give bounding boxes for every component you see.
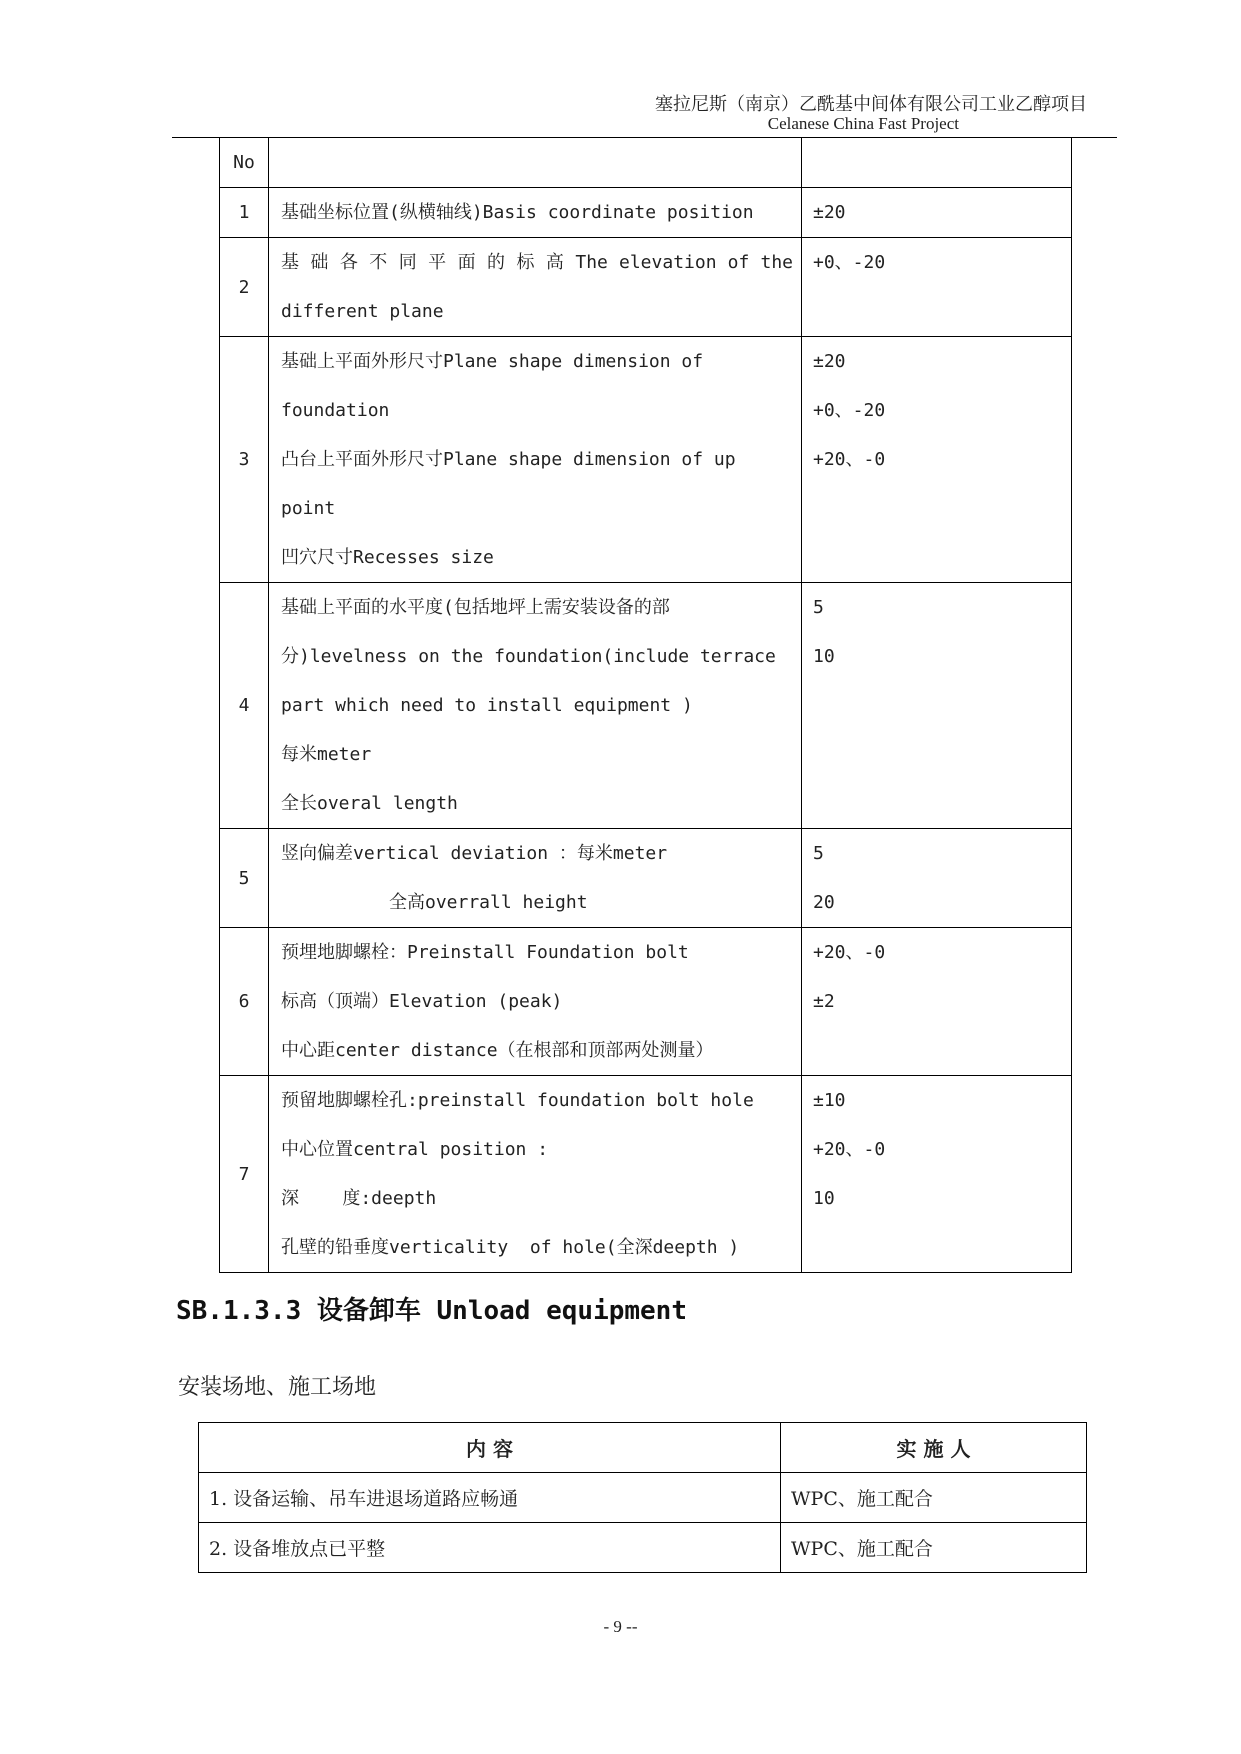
description-line: 竖向偏差vertical deviation ：每米meter	[281, 843, 668, 864]
description-line: 基础坐标位置(纵横轴线)Basis coordinate position	[281, 202, 754, 223]
table-row	[220, 829, 1072, 928]
table-row	[220, 337, 1072, 583]
section-subtitle: 安装场地、施工场地	[178, 1375, 377, 1400]
tolerance-value: +20、-0	[813, 449, 886, 470]
tolerance-value: 5	[813, 843, 824, 864]
row-tolerance	[802, 1076, 1072, 1273]
description-line: part which need to install equipment )	[281, 695, 693, 716]
tolerance-value: ±10	[813, 1090, 846, 1111]
tolerance-value: +20、-0	[813, 1139, 886, 1160]
implementer-cell: WPC、施工配合	[781, 1523, 1087, 1573]
row-number: 5	[220, 829, 269, 928]
tolerance-value: +20、-0	[813, 942, 886, 963]
description-line: 标高（顶端）Elevation (peak)	[281, 991, 563, 1012]
row-tolerance	[802, 238, 1072, 337]
tolerance-value: 20	[813, 892, 835, 913]
row-description	[269, 583, 802, 829]
description-line: 凸台上平面外形尺寸Plane shape dimension of up	[281, 449, 736, 470]
page-number: - 9 --	[603, 1617, 638, 1636]
description-line: different plane	[281, 301, 444, 322]
description-line: 基础上平面的水平度(包括地坪上需安装设备的部	[281, 597, 670, 618]
tolerance-value: ±2	[813, 991, 835, 1012]
description-line: 凹穴尺寸Recesses size	[281, 547, 494, 568]
row-number: 2	[220, 238, 269, 337]
header-item-cell	[269, 138, 802, 188]
requirement-cell: 2. 设备堆放点已平整	[199, 1523, 781, 1573]
description-line: 深 度:deepth	[281, 1188, 437, 1209]
table-row	[220, 583, 1072, 829]
tolerance-table	[219, 137, 1072, 1273]
tolerance-value: +0、-20	[813, 400, 886, 421]
tolerance-value: +0、-20	[813, 252, 886, 273]
header-content-cell: 内 容	[199, 1423, 781, 1473]
requirement-cell: 1. 设备运输、吊车进退场道路应畅通	[199, 1473, 781, 1523]
implementer-cell: WPC、施工配合	[781, 1473, 1087, 1523]
description-line: foundation	[281, 400, 390, 421]
row-tolerance	[802, 337, 1072, 583]
tolerance-value: 5	[813, 597, 824, 618]
tolerance-value: 10	[813, 646, 835, 667]
row-tolerance	[802, 188, 1072, 238]
table-row	[220, 928, 1072, 1076]
description-line: point	[281, 498, 336, 519]
unload-table-header-row	[199, 1423, 1087, 1473]
row-description	[269, 928, 802, 1076]
tolerance-table-header-row	[220, 138, 1072, 188]
tolerance-value: ±20	[813, 351, 846, 372]
table-row	[199, 1523, 1087, 1573]
description-line: 基 础 各 不 同 平 面 的 标 高 The elevation of the	[281, 252, 793, 273]
table-row	[220, 238, 1072, 337]
row-number: 4	[220, 583, 269, 829]
description-line: 分)levelness on the foundation(include terrace	[281, 646, 776, 667]
row-number: 7	[220, 1076, 269, 1273]
row-description	[269, 1076, 802, 1273]
table-row	[199, 1473, 1087, 1523]
header-company-cn: 塞拉尼斯（南京）乙酰基中间体有限公司工业乙醇项目	[655, 94, 1087, 115]
tolerance-value: ±20	[813, 202, 846, 223]
row-tolerance	[802, 583, 1072, 829]
description-line: 中心位置central position :	[281, 1139, 549, 1160]
header-value-cell	[802, 138, 1072, 188]
description-line: 预留地脚螺栓孔:preinstall foundation bolt hole	[281, 1090, 754, 1111]
row-tolerance	[802, 928, 1072, 1076]
description-line: 每米meter	[281, 744, 372, 765]
row-tolerance	[802, 829, 1072, 928]
row-description	[269, 238, 802, 337]
description-line: 预埋地脚螺栓：Preinstall Foundation bolt	[281, 942, 689, 963]
table-row	[220, 1076, 1072, 1273]
row-description	[269, 337, 802, 583]
row-description	[269, 188, 802, 238]
header-no-cell: No	[220, 138, 269, 188]
description-line: 孔壁的铅垂度verticality of hole(全深deepth )	[281, 1237, 740, 1258]
header-project-en: Celanese China Fast Project	[767, 114, 959, 133]
unload-equipment-table	[198, 1422, 1087, 1573]
row-number: 6	[220, 928, 269, 1076]
section-heading: SB.1.3.3 设备卸车 Unload equipment	[176, 1296, 687, 1326]
row-description	[269, 829, 802, 928]
description-line: 中心距center distance（在根部和顶部两处测量）	[281, 1040, 714, 1061]
row-number: 3	[220, 337, 269, 583]
description-line: 全长overal length	[281, 793, 458, 814]
description-line: 全高overrall height	[389, 892, 588, 913]
table-row	[220, 188, 1072, 238]
header-implementer-cell: 实 施 人	[781, 1423, 1087, 1473]
row-number: 1	[220, 188, 269, 238]
tolerance-value: 10	[813, 1188, 835, 1209]
description-line: 基础上平面外形尺寸Plane shape dimension of	[281, 351, 704, 372]
